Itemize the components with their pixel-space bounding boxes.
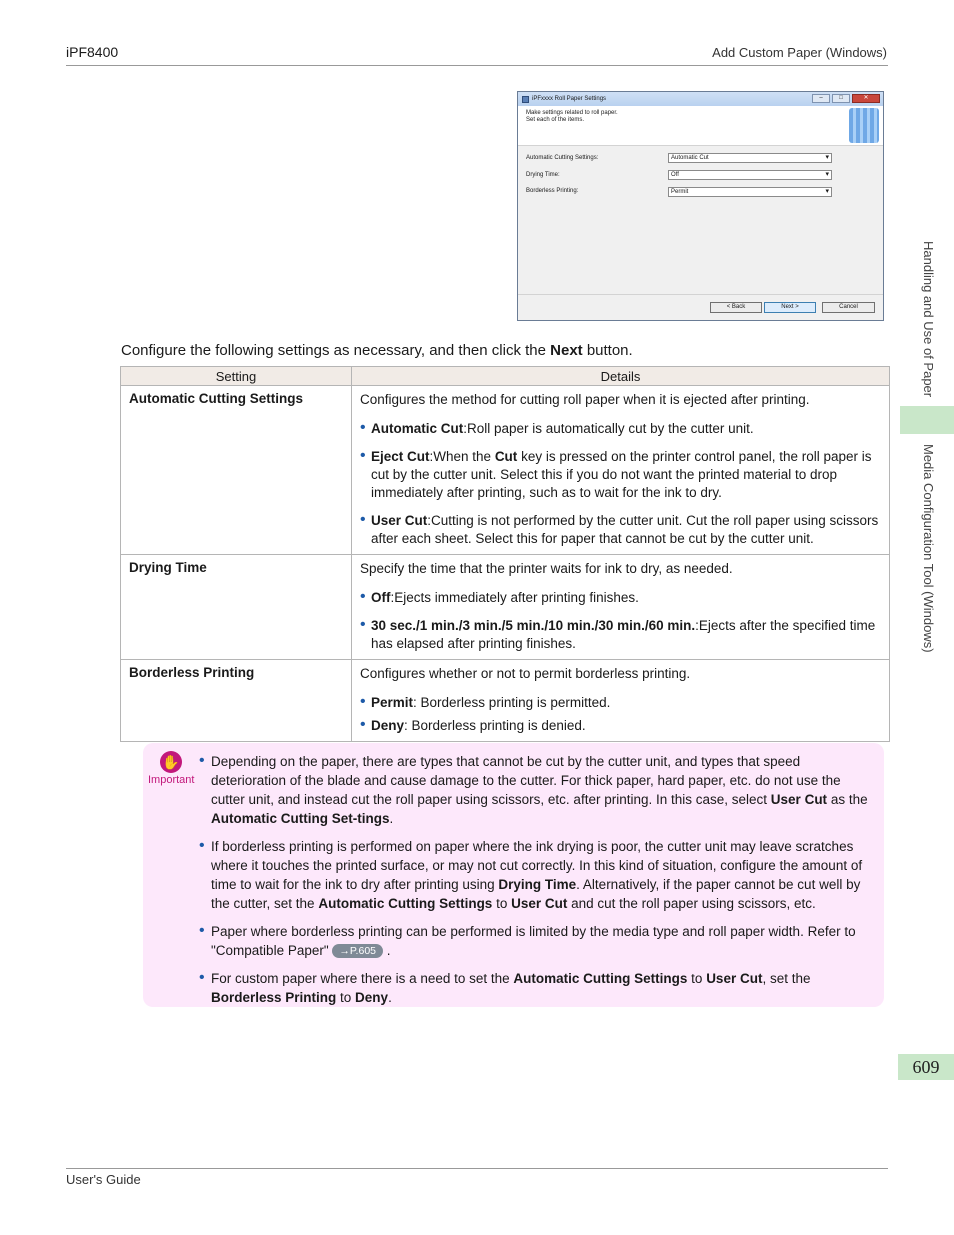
dialog-instruction-2: Set each of the items. bbox=[526, 117, 585, 123]
side-chapter-label: Handling and Use of Paper bbox=[921, 241, 936, 398]
table-row bbox=[121, 386, 890, 555]
list-item: • Automatic Cut:Roll paper is automatically cut by the cutter unit. bbox=[360, 420, 881, 438]
settings-table bbox=[120, 366, 890, 742]
next-button[interactable]: Next > bbox=[764, 302, 816, 313]
list-item: • Depending on the paper, there are types that cannot be cut by the cutter unit, and types that speed deterioration of the blade and cause damage to the cutter. For thick paper, hard paper, etc. do not use the cutter unit, and instead cut the roll paper using scissors, etc. after printing. In this case, select User Cut as the Automatic Cutting Set-tings. bbox=[199, 752, 874, 828]
table-row bbox=[121, 555, 890, 660]
auto-cut-label: Automatic Cutting Settings: bbox=[526, 155, 599, 161]
dialog-instruction-1: Make settings related to roll paper. bbox=[526, 110, 618, 116]
borderless-label: Borderless Printing: bbox=[526, 188, 579, 194]
important-notice-box bbox=[143, 743, 884, 1007]
roll-paper-settings-dialog bbox=[517, 91, 884, 321]
dialog-footer bbox=[518, 294, 883, 320]
side-tab-marker bbox=[900, 406, 954, 434]
drying-time-select[interactable]: Off ▾ bbox=[668, 170, 832, 180]
app-icon bbox=[522, 96, 529, 103]
intro-next-bold: Next bbox=[550, 342, 583, 359]
side-subchapter-label: Media Configuration Tool (Windows) bbox=[921, 444, 936, 653]
cancel-button[interactable]: Cancel bbox=[822, 302, 875, 313]
paper-roll-graphic-icon bbox=[849, 108, 879, 143]
page-ref-link[interactable]: →P.605 bbox=[332, 944, 383, 958]
list-item: • Paper where borderless printing can be performed is limited by the media type and roll paper width. Refer to "Compatible Paper" →P.605 . bbox=[199, 922, 874, 960]
page-header-section: Add Custom Paper (Windows) bbox=[712, 45, 887, 60]
dialog-title: iPFxxxx Roll Paper Settings bbox=[532, 96, 607, 102]
list-item: • Permit: Borderless printing is permitted. bbox=[360, 694, 881, 712]
header-divider bbox=[66, 65, 888, 66]
maximize-icon[interactable]: □ bbox=[832, 94, 850, 103]
footer-divider bbox=[66, 1168, 888, 1169]
list-item: • Deny: Borderless printing is denied. bbox=[360, 717, 881, 735]
dialog-header bbox=[518, 106, 883, 146]
window-controls bbox=[812, 94, 880, 103]
intro-paragraph: Configure the following settings as necessary, and then click the Next button. bbox=[121, 342, 633, 359]
important-label: Important bbox=[148, 774, 195, 786]
auto-cut-select[interactable]: Automatic Cut ▾ bbox=[668, 153, 832, 163]
page-header-model: iPF8400 bbox=[66, 44, 119, 60]
minimize-icon[interactable]: – bbox=[812, 94, 830, 103]
page-number: 609 bbox=[898, 1054, 954, 1080]
footer-guide-title: User's Guide bbox=[66, 1172, 141, 1187]
list-item: • 30 sec./1 min./3 min./5 min./10 min./30 min./60 min.:Ejects after the specified time has elapsed after printing finishes. bbox=[360, 617, 881, 653]
close-icon[interactable]: ✕ bbox=[852, 94, 880, 103]
setting-name: Drying Time bbox=[121, 555, 352, 660]
list-item: • User Cut:Cutting is not performed by the cutter unit. Cut the roll paper using scissors after each sheet. Select this for paper that cannot be cut by the cutter unit. bbox=[360, 512, 881, 548]
col-header-setting: Setting bbox=[121, 367, 352, 386]
setting-details: Configures the method for cutting roll paper when it is ejected after printing. • Automatic Cut:Roll paper is automatically cut by the cutter unit. • Eject Cut:When the Cut key is pressed on the printer control panel, the roll paper is cut by the cutter unit. Select this if you do not want the printed material to drop immediately after printing, such as to wait for the ink to dry. • User Cut:Cutting is not performed by the cutter unit. Cut the roll paper using scissors after each sheet. Select this for paper that cannot be cut by the cutter unit. bbox=[352, 386, 890, 555]
borderless-select[interactable]: Permit ▾ bbox=[668, 187, 832, 197]
setting-name: Borderless Printing bbox=[121, 660, 352, 742]
list-item: • Off:Ejects immediately after printing finishes. bbox=[360, 589, 881, 607]
col-header-details: Details bbox=[352, 367, 890, 386]
setting-details: Configures whether or not to permit borderless printing. • Permit: Borderless printing is permitted. • Deny: Borderless printing is denied. bbox=[352, 660, 890, 742]
table-row bbox=[121, 660, 890, 742]
back-button[interactable]: < Back bbox=[710, 302, 762, 313]
list-item: • Eject Cut:When the Cut key is pressed on the printer control panel, the roll paper is cut by the cutter unit. Select this if you do not want the printed material to drop immediately after printing, such as to wait for the ink to dry. bbox=[360, 448, 881, 502]
drying-time-label: Drying Time: bbox=[526, 172, 560, 178]
list-item: • For custom paper where there is a need to set the Automatic Cutting Settings to User Cut, set the Borderless Printing to Deny. bbox=[199, 969, 874, 1007]
setting-name: Automatic Cutting Settings bbox=[121, 386, 352, 555]
list-item: • If borderless printing is performed on paper where the ink drying is poor, the cutter unit may leave scratches where it touches the printed surface, or may not cut correctly. In this kind of situation, configure the amount of time to wait for the ink to dry after printing using Drying Time. Alternatively, if the paper cannot be cut well by the cutter, set the Automatic Cutting Settings to User Cut and cut the roll paper using scissors, etc. bbox=[199, 837, 874, 913]
important-list bbox=[199, 752, 874, 1016]
hand-stop-icon: ✋ bbox=[160, 751, 182, 773]
setting-details: Specify the time that the printer waits for ink to dry, as needed. • Off:Ejects immediately after printing finishes. • 30 sec./1 min./3 min./5 min./10 min./30 min./60 min.:Ejects after the specified time has elapsed after printing finishes. bbox=[352, 555, 890, 660]
